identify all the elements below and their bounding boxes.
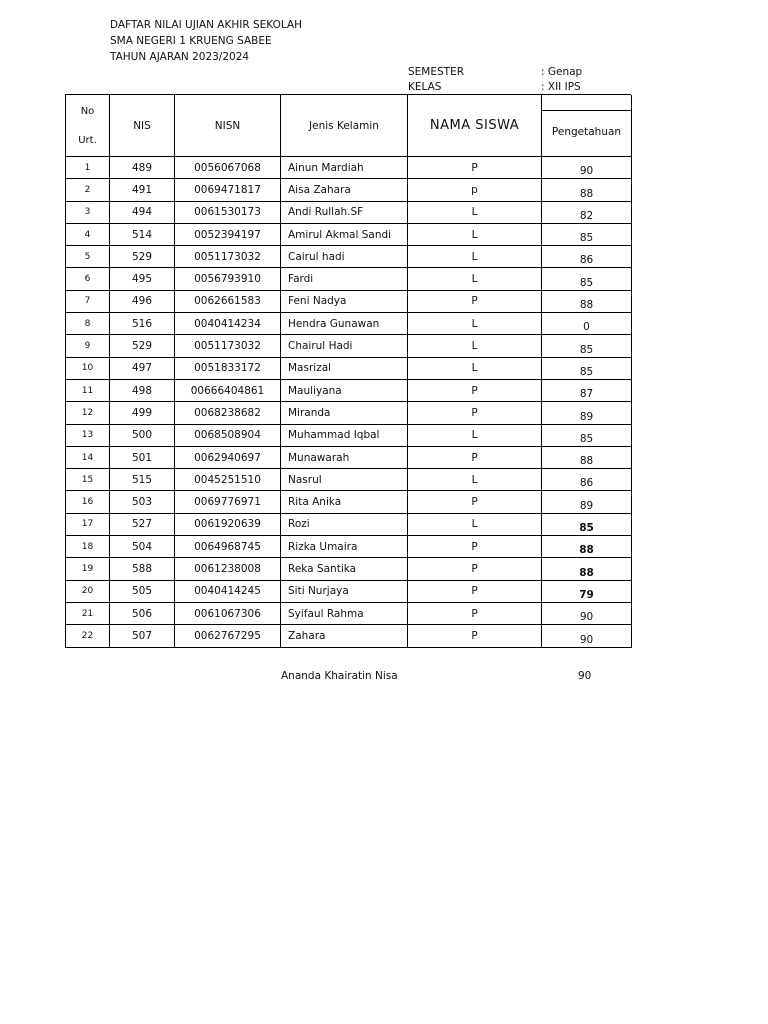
table-row	[66, 536, 632, 558]
table-row	[66, 357, 632, 379]
row-gender: P	[408, 446, 542, 468]
row-gender: L	[408, 246, 542, 268]
row-no: 21	[66, 602, 110, 624]
row-nis: 504	[110, 536, 175, 558]
row-gender: P	[408, 558, 542, 580]
row-score: 85	[542, 223, 632, 245]
row-nis: 505	[110, 580, 175, 602]
row-score: 88	[542, 536, 632, 558]
row-nisn: 0051173032	[175, 246, 281, 268]
row-no: 20	[66, 580, 110, 602]
table-row	[66, 179, 632, 201]
header-no-line1: No	[80, 106, 95, 117]
row-nis: 498	[110, 379, 175, 401]
row-no: 12	[66, 402, 110, 424]
row-score: 86	[542, 246, 632, 268]
row-name: Aisa Zahara	[281, 179, 408, 201]
row-gender: P	[408, 157, 542, 179]
table-row	[66, 446, 632, 468]
row-nis: 507	[110, 625, 175, 647]
row-score: 79	[542, 580, 632, 602]
row-no: 15	[66, 469, 110, 491]
row-no: 3	[66, 201, 110, 223]
semester-label: SEMESTER	[408, 66, 465, 78]
row-no: 18	[66, 536, 110, 558]
row-gender: L	[408, 223, 542, 245]
row-no: 17	[66, 513, 110, 535]
row-score: 88	[542, 290, 632, 312]
row-nis: 527	[110, 513, 175, 535]
table-row	[66, 335, 632, 357]
row-name: Zahara	[281, 625, 408, 647]
row-score: 0	[542, 313, 632, 335]
row-score: 85	[542, 357, 632, 379]
row-name: Mauliyana	[281, 379, 408, 401]
row-nis: 489	[110, 157, 175, 179]
row-gender: P	[408, 536, 542, 558]
row-name: Munawarah	[281, 446, 408, 468]
row-score: 90	[542, 625, 632, 647]
row-gender: P	[408, 491, 542, 513]
row-name: Syifaul Rahma	[281, 602, 408, 624]
header-row	[66, 95, 632, 157]
row-score: 82	[542, 201, 632, 223]
table-row	[66, 379, 632, 401]
row-score: 86	[542, 469, 632, 491]
table-row	[66, 513, 632, 535]
row-no: 9	[66, 335, 110, 357]
row-no: 11	[66, 379, 110, 401]
row-gender: L	[408, 335, 542, 357]
row-no: 1	[66, 157, 110, 179]
header-title: DAFTAR NILAI UJIAN AKHIR SEKOLAH	[110, 19, 303, 31]
row-score: 85	[542, 424, 632, 446]
table-body	[66, 157, 632, 648]
row-nisn: 0064968745	[175, 536, 281, 558]
row-gender: P	[408, 625, 542, 647]
row-score: 90	[542, 602, 632, 624]
row-nis: 501	[110, 446, 175, 468]
row-nisn: 0062661583	[175, 290, 281, 312]
row-nisn: 0052394197	[175, 223, 281, 245]
row-nis: 529	[110, 246, 175, 268]
kelas-value: : XII IPS	[541, 81, 581, 93]
row-name: Rozi	[281, 513, 408, 535]
row-name: Fardi	[281, 268, 408, 290]
row-nisn: 0061530173	[175, 201, 281, 223]
row-nis: 529	[110, 335, 175, 357]
table-row	[66, 491, 632, 513]
table-row	[66, 246, 632, 268]
table-row	[66, 313, 632, 335]
row-nis: 516	[110, 313, 175, 335]
table-row	[66, 290, 632, 312]
row-no: 19	[66, 558, 110, 580]
row-score: 88	[542, 179, 632, 201]
row-score: 88	[542, 558, 632, 580]
row-nisn: 0051173032	[175, 335, 281, 357]
semester-value: : Genap	[541, 66, 583, 78]
header-pengetahuan: Pengetahuan	[542, 95, 632, 157]
row-no: 13	[66, 424, 110, 446]
row-nisn: 0040414234	[175, 313, 281, 335]
row-no: 14	[66, 446, 110, 468]
row-nis: 496	[110, 290, 175, 312]
row-nis: 494	[110, 201, 175, 223]
row-name: Hendra Gunawan	[281, 313, 408, 335]
row-no: 5	[66, 246, 110, 268]
row-name: Masrizal	[281, 357, 408, 379]
row-nisn: 0062940697	[175, 446, 281, 468]
row-score: 90	[542, 157, 632, 179]
row-name: Chairul Hadi	[281, 335, 408, 357]
row-name: Andi Rullah.SF	[281, 201, 408, 223]
row-name: Reka Santika	[281, 558, 408, 580]
table-row	[66, 402, 632, 424]
kelas-label: KELAS	[408, 81, 442, 93]
grades-table	[65, 94, 632, 648]
header-nis: NIS	[110, 95, 175, 157]
row-gender: P	[408, 602, 542, 624]
row-name: Muhammad Iqbal	[281, 424, 408, 446]
table-row	[66, 558, 632, 580]
row-nis: 503	[110, 491, 175, 513]
row-no: 8	[66, 313, 110, 335]
table-row	[66, 625, 632, 647]
row-name: Siti Nurjaya	[281, 580, 408, 602]
table-header	[66, 95, 632, 157]
footer-student-score: 90	[578, 670, 592, 682]
row-score: 89	[542, 402, 632, 424]
row-nis: 497	[110, 357, 175, 379]
row-nisn: 0051833172	[175, 357, 281, 379]
row-nis: 515	[110, 469, 175, 491]
row-no: 2	[66, 179, 110, 201]
row-gender: P	[408, 580, 542, 602]
row-nis: 514	[110, 223, 175, 245]
row-score: 85	[542, 268, 632, 290]
row-nisn: 0045251510	[175, 469, 281, 491]
header-no-line2: Urt.	[78, 135, 97, 146]
row-gender: L	[408, 513, 542, 535]
row-name: Cairul hadi	[281, 246, 408, 268]
row-gender: P	[408, 290, 542, 312]
row-name: Nasrul	[281, 469, 408, 491]
row-nisn: 0068508904	[175, 424, 281, 446]
pengetahuan-header-divider	[541, 110, 631, 111]
row-gender: L	[408, 201, 542, 223]
row-name: Rita Anika	[281, 491, 408, 513]
row-nis: 506	[110, 602, 175, 624]
row-nisn: 0056067068	[175, 157, 281, 179]
row-gender: P	[408, 402, 542, 424]
row-gender: L	[408, 469, 542, 491]
row-nis: 491	[110, 179, 175, 201]
header-jenis-kelamin: Jenis Kelamin	[281, 95, 408, 157]
row-no: 22	[66, 625, 110, 647]
row-gender: L	[408, 268, 542, 290]
row-nis: 499	[110, 402, 175, 424]
row-no: 10	[66, 357, 110, 379]
row-name: Miranda	[281, 402, 408, 424]
row-nisn: 0061067306	[175, 602, 281, 624]
row-no: 16	[66, 491, 110, 513]
row-nisn: 0061920639	[175, 513, 281, 535]
row-nis: 495	[110, 268, 175, 290]
row-score: 87	[542, 379, 632, 401]
row-score: 85	[542, 513, 632, 535]
row-gender: L	[408, 313, 542, 335]
row-gender: L	[408, 424, 542, 446]
row-name: Amirul Akmal Sandi	[281, 223, 408, 245]
row-nisn: 0040414245	[175, 580, 281, 602]
row-nisn: 0061238008	[175, 558, 281, 580]
table-row	[66, 602, 632, 624]
table-row	[66, 424, 632, 446]
row-nisn: 0069471817	[175, 179, 281, 201]
row-nisn: 0062767295	[175, 625, 281, 647]
header-nama-siswa: NAMA SISWA	[408, 95, 542, 157]
row-name: Feni Nadya	[281, 290, 408, 312]
row-nisn: 00666404861	[175, 379, 281, 401]
row-nisn: 0056793910	[175, 268, 281, 290]
header-year: TAHUN AJARAN 2023/2024	[110, 51, 250, 63]
header-school: SMA NEGERI 1 KRUENG SABEE	[110, 35, 272, 47]
table-row	[66, 201, 632, 223]
row-score: 88	[542, 446, 632, 468]
table-row	[66, 157, 632, 179]
table-row	[66, 469, 632, 491]
footer-student-name: Ananda Khairatin Nisa	[281, 670, 398, 682]
table-row	[66, 268, 632, 290]
row-score: 89	[542, 491, 632, 513]
row-gender: P	[408, 379, 542, 401]
table-row	[66, 223, 632, 245]
row-no: 4	[66, 223, 110, 245]
row-gender: L	[408, 357, 542, 379]
row-gender: p	[408, 179, 542, 201]
table-row	[66, 580, 632, 602]
row-no: 7	[66, 290, 110, 312]
row-name: Rizka Umaira	[281, 536, 408, 558]
header-nisn: NISN	[175, 95, 281, 157]
row-score: 85	[542, 335, 632, 357]
header-no	[66, 95, 110, 157]
row-nis: 588	[110, 558, 175, 580]
row-nis: 500	[110, 424, 175, 446]
row-nisn: 0068238682	[175, 402, 281, 424]
row-nisn: 0069776971	[175, 491, 281, 513]
row-name: Ainun Mardiah	[281, 157, 408, 179]
row-no: 6	[66, 268, 110, 290]
